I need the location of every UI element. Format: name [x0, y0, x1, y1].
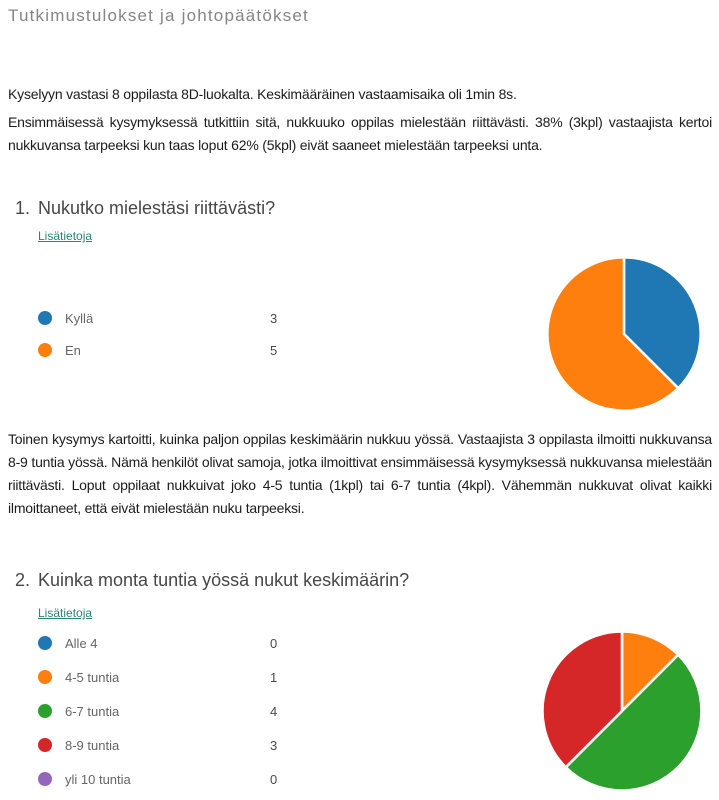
- legend-row: [38, 302, 290, 334]
- question-number: 2.: [15, 570, 31, 590]
- legend-color-dot-icon: [38, 670, 52, 684]
- legend-label: yli 10 tuntia: [65, 771, 131, 787]
- legend-value: 3: [270, 737, 278, 753]
- legend-row: [38, 728, 290, 762]
- legend-label: 4-5 tuntia: [65, 669, 120, 685]
- question-number: 1.: [15, 198, 31, 218]
- question-title: Kuinka monta tuntia yössä nukut keskimäärin?: [38, 570, 410, 590]
- legend-row: [38, 762, 290, 796]
- question-1-section: [0, 198, 719, 426]
- legend-label: Kyllä: [65, 310, 94, 326]
- pie-chart-question-1: [545, 255, 703, 413]
- legend-row: [38, 626, 290, 660]
- more-details-link[interactable]: Lisätietoja: [38, 229, 93, 243]
- question-2-heading: [15, 570, 409, 591]
- legend-color-dot-icon: [38, 636, 52, 650]
- legend-row: [38, 660, 290, 694]
- legend-row: [38, 334, 290, 366]
- more-details-link[interactable]: Lisätietoja: [38, 606, 93, 620]
- legend-color-dot-icon: [38, 772, 52, 786]
- legend-label: Alle 4: [65, 635, 98, 651]
- question1-summary-paragraph: Ensimmäisessä kysymyksessä tutkittiin sitä, nukkuuko oppilas mielestään riittävästi. 38% (3kpl) vastaajista kertoi nukkuvansa tarpeeksi kun taas loput 62% (5kpl) eivät saaneet mielestään tarpeeksi unta.: [8, 114, 712, 153]
- question-title: Nukutko mielestäsi riittävästi?: [38, 198, 276, 218]
- legend-value: 4: [270, 703, 278, 719]
- question-2-section: [0, 568, 719, 800]
- legend-value: 0: [270, 771, 278, 787]
- legend-color-dot-icon: [38, 311, 52, 325]
- legend-label: En: [65, 342, 81, 358]
- legend-value: 5: [270, 342, 278, 358]
- legend-label: 8-9 tuntia: [65, 737, 120, 753]
- question2-summary-paragraph: Toinen kysymys kartoitti, kuinka paljon oppilas keskimäärin nukkuu yössä. Vastaajista 3 oppilasta ilmoitti nukkuvansa 8-9 tuntia yössä. Nämä henkilöt olivat samoja, jotka ilmoittivat ensimmäisessä kysymyksessä nukkuvansa mielestään riittävästi. Loput oppilaat nukkuivat joko 4-5 tuntia (1kpl) tai 6-7 tuntia (4kpl). Vähemmän nukkuvat olivat kaikki ilmoittaneet, että eivät mielestään nuku tarpeeksi.: [8, 431, 712, 516]
- legend-color-dot-icon: [38, 704, 52, 718]
- legend-value: 3: [270, 310, 278, 326]
- legend-value: 1: [270, 669, 278, 685]
- page-title: Tutkimustulokset ja johtopäätökset: [8, 6, 309, 25]
- legend-row: [38, 694, 290, 728]
- chart-legend: [38, 302, 290, 366]
- legend-label: 6-7 tuntia: [65, 703, 120, 719]
- legend-color-dot-icon: [38, 738, 52, 752]
- question-1-heading: [15, 198, 275, 219]
- intro-paragraph: Kyselyyn vastasi 8 oppilasta 8D-luokalta. Keskimääräinen vastaamisaika oli 1min 8s.: [8, 86, 517, 102]
- pie-chart-question-2: [540, 629, 704, 793]
- legend-color-dot-icon: [38, 343, 52, 357]
- chart-legend: [38, 626, 290, 796]
- legend-value: 0: [270, 635, 278, 651]
